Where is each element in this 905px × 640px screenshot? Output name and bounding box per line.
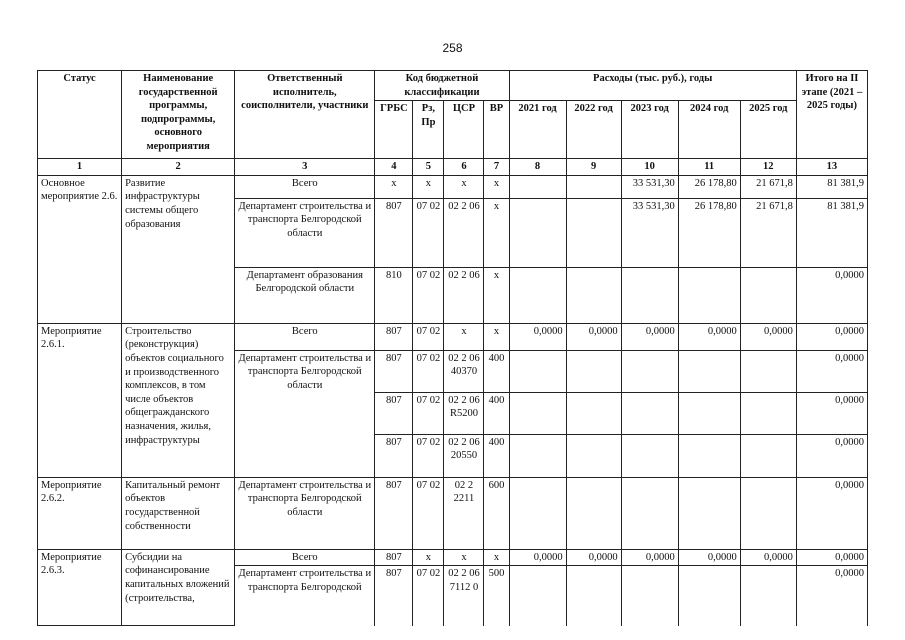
value-2023-cell (621, 477, 678, 549)
csr-cell: 02 2 06 20550 (444, 434, 484, 477)
rzpr-cell: 07 02 (413, 198, 444, 267)
column-number: 13 (796, 159, 867, 176)
vr-cell: 600 (484, 477, 509, 549)
executor-cell: Всего (235, 175, 375, 198)
executor-cell: Департамент образования Белгородской области (235, 267, 375, 323)
value-2025-cell (740, 392, 796, 434)
status-cell: Мероприятие 2.6.1. (38, 323, 122, 477)
header-csr: ЦСР (444, 101, 484, 159)
rzpr-cell: 07 02 (413, 566, 444, 626)
total-cell: 0,0000 (796, 323, 867, 350)
column-number: 12 (740, 159, 796, 176)
grbs-cell: 807 (375, 392, 413, 434)
value-2024-cell (678, 566, 740, 626)
executor-cell: Департамент строительства и транспорта Белгородской области (235, 477, 375, 549)
csr-cell: х (444, 323, 484, 350)
csr-cell: 02 2 06 40370 (444, 350, 484, 392)
header-name: Наименование государственной программы, подпрограммы, основного мероприятия (122, 71, 235, 159)
vr-cell: 400 (484, 350, 509, 392)
executor-cell: Всего (235, 549, 375, 566)
header-2022: 2022 год (566, 101, 621, 159)
grbs-cell: 807 (375, 566, 413, 626)
header-expenses: Расходы (тыс. руб.), годы (509, 71, 796, 101)
value-2022-cell (566, 350, 621, 392)
column-number: 11 (678, 159, 740, 176)
value-2025-cell: 21 671,8 (740, 198, 796, 267)
value-2024-cell: 26 178,80 (678, 175, 740, 198)
header-2021: 2021 год (509, 101, 566, 159)
value-2022-cell (566, 434, 621, 477)
header-budget-code: Код бюджетной классификации (375, 71, 509, 101)
grbs-cell: 810 (375, 267, 413, 323)
value-2025-cell: 0,0000 (740, 323, 796, 350)
table-header (38, 71, 868, 176)
status-cell: Основное мероприятие 2.6. (38, 175, 122, 323)
rzpr-cell: 07 02 (413, 477, 444, 549)
value-2022-cell (566, 566, 621, 626)
header-2023: 2023 год (621, 101, 678, 159)
value-2023-cell: 0,0000 (621, 549, 678, 566)
grbs-cell: 807 (375, 323, 413, 350)
value-2025-cell: 0,0000 (740, 549, 796, 566)
value-2024-cell: 26 178,80 (678, 198, 740, 267)
column-number: 2 (122, 159, 235, 176)
column-number: 10 (621, 159, 678, 176)
value-2021-cell (509, 566, 566, 626)
total-cell: 0,0000 (796, 267, 867, 323)
value-2023-cell: 33 531,30 (621, 198, 678, 267)
value-2022-cell: 0,0000 (566, 549, 621, 566)
value-2021-cell: 0,0000 (509, 323, 566, 350)
value-2023-cell (621, 434, 678, 477)
value-2024-cell (678, 434, 740, 477)
grbs-cell: х (375, 175, 413, 198)
total-cell: 81 381,9 (796, 175, 867, 198)
grbs-cell: 807 (375, 198, 413, 267)
value-2025-cell: 21 671,8 (740, 175, 796, 198)
status-cell: Мероприятие 2.6.2. (38, 477, 122, 549)
grbs-cell: 807 (375, 549, 413, 566)
vr-cell: х (484, 175, 509, 198)
value-2023-cell: 33 531,30 (621, 175, 678, 198)
vr-cell: х (484, 198, 509, 267)
column-number: 1 (38, 159, 122, 176)
table-row (38, 175, 868, 198)
value-2024-cell (678, 267, 740, 323)
budget-table (37, 70, 868, 626)
rzpr-cell: 07 02 (413, 434, 444, 477)
total-cell: 0,0000 (796, 434, 867, 477)
rzpr-cell: 07 02 (413, 267, 444, 323)
name-cell: Капитальный ремонт объектов государственной собственности (122, 477, 235, 549)
column-number: 7 (484, 159, 509, 176)
value-2021-cell (509, 175, 566, 198)
column-number: 5 (413, 159, 444, 176)
header-2024: 2024 год (678, 101, 740, 159)
value-2023-cell (621, 350, 678, 392)
value-2025-cell (740, 566, 796, 626)
value-2022-cell (566, 477, 621, 549)
grbs-cell: 807 (375, 477, 413, 549)
header-grbs: ГРБС (375, 101, 413, 159)
vr-cell: 400 (484, 392, 509, 434)
column-number: 6 (444, 159, 484, 176)
column-number-row (38, 159, 868, 176)
vr-cell: 400 (484, 434, 509, 477)
executor-cell: Департамент строительства и транспорта Белгородской области (235, 198, 375, 267)
value-2025-cell (740, 267, 796, 323)
value-2021-cell (509, 434, 566, 477)
name-cell: Субсидии на софинансирование капитальных вложений (строительства, (122, 549, 235, 626)
column-number: 3 (235, 159, 375, 176)
value-2023-cell: 0,0000 (621, 323, 678, 350)
value-2023-cell (621, 267, 678, 323)
value-2023-cell (621, 392, 678, 434)
csr-cell: х (444, 549, 484, 566)
total-cell: 0,0000 (796, 392, 867, 434)
value-2022-cell (566, 392, 621, 434)
csr-cell: 02 2 06 (444, 198, 484, 267)
value-2021-cell (509, 198, 566, 267)
vr-cell: 500 (484, 566, 509, 626)
rzpr-cell: х (413, 549, 444, 566)
value-2022-cell (566, 198, 621, 267)
csr-cell: 02 2 06 7112 0 (444, 566, 484, 626)
value-2021-cell (509, 477, 566, 549)
rzpr-cell: 07 02 (413, 350, 444, 392)
csr-cell: 02 2 06 (444, 267, 484, 323)
value-2022-cell: 0,0000 (566, 323, 621, 350)
rzpr-cell: 07 02 (413, 323, 444, 350)
table-row (38, 477, 868, 549)
executor-cell: Департамент строительства и транспорта Белгородской (235, 566, 375, 626)
column-number: 9 (566, 159, 621, 176)
grbs-cell: 807 (375, 350, 413, 392)
csr-cell: 02 2 2211 (444, 477, 484, 549)
value-2021-cell (509, 267, 566, 323)
header-executor: Ответственный исполнитель, соисполнители, участники (235, 71, 375, 159)
value-2022-cell (566, 267, 621, 323)
value-2025-cell (740, 477, 796, 549)
total-cell: 0,0000 (796, 477, 867, 549)
name-cell: Строительство (реконструкция) объектов социального и производственного комплексов, в том числе объектов общегражданского назначения, жилья, инфраструктуры (122, 323, 235, 477)
csr-cell: 02 2 06 R5200 (444, 392, 484, 434)
header-2025: 2025 год (740, 101, 796, 159)
value-2024-cell: 0,0000 (678, 549, 740, 566)
value-2025-cell (740, 434, 796, 477)
value-2021-cell (509, 350, 566, 392)
total-cell: 0,0000 (796, 350, 867, 392)
executor-cell: Всего (235, 323, 375, 350)
value-2021-cell (509, 392, 566, 434)
total-cell: 81 381,9 (796, 198, 867, 267)
value-2021-cell: 0,0000 (509, 549, 566, 566)
value-2025-cell (740, 350, 796, 392)
grbs-cell: 807 (375, 434, 413, 477)
rzpr-cell: 07 02 (413, 392, 444, 434)
table-row (38, 549, 868, 566)
total-cell: 0,0000 (796, 549, 867, 566)
header-rzpr: Рз, Пр (413, 101, 444, 159)
value-2024-cell (678, 392, 740, 434)
header-total: Итого на II этапе (2021 – 2025 годы) (796, 71, 867, 159)
value-2022-cell (566, 175, 621, 198)
header-status: Статус (38, 71, 122, 159)
column-number: 8 (509, 159, 566, 176)
csr-cell: х (444, 175, 484, 198)
table-row (38, 323, 868, 350)
page-number: 258 (442, 41, 463, 55)
name-cell: Развитие инфраструктуры системы общего образования (122, 175, 235, 323)
vr-cell: х (484, 267, 509, 323)
header-vr: ВР (484, 101, 509, 159)
column-number: 4 (375, 159, 413, 176)
vr-cell: х (484, 323, 509, 350)
value-2024-cell (678, 350, 740, 392)
value-2023-cell (621, 566, 678, 626)
vr-cell: х (484, 549, 509, 566)
rzpr-cell: х (413, 175, 444, 198)
total-cell: 0,0000 (796, 566, 867, 626)
value-2024-cell (678, 477, 740, 549)
table-body (38, 175, 868, 626)
status-cell: Мероприятие 2.6.3. (38, 549, 122, 626)
value-2024-cell: 0,0000 (678, 323, 740, 350)
executor-cell: Департамент строительства и транспорта Белгородской области (235, 350, 375, 477)
